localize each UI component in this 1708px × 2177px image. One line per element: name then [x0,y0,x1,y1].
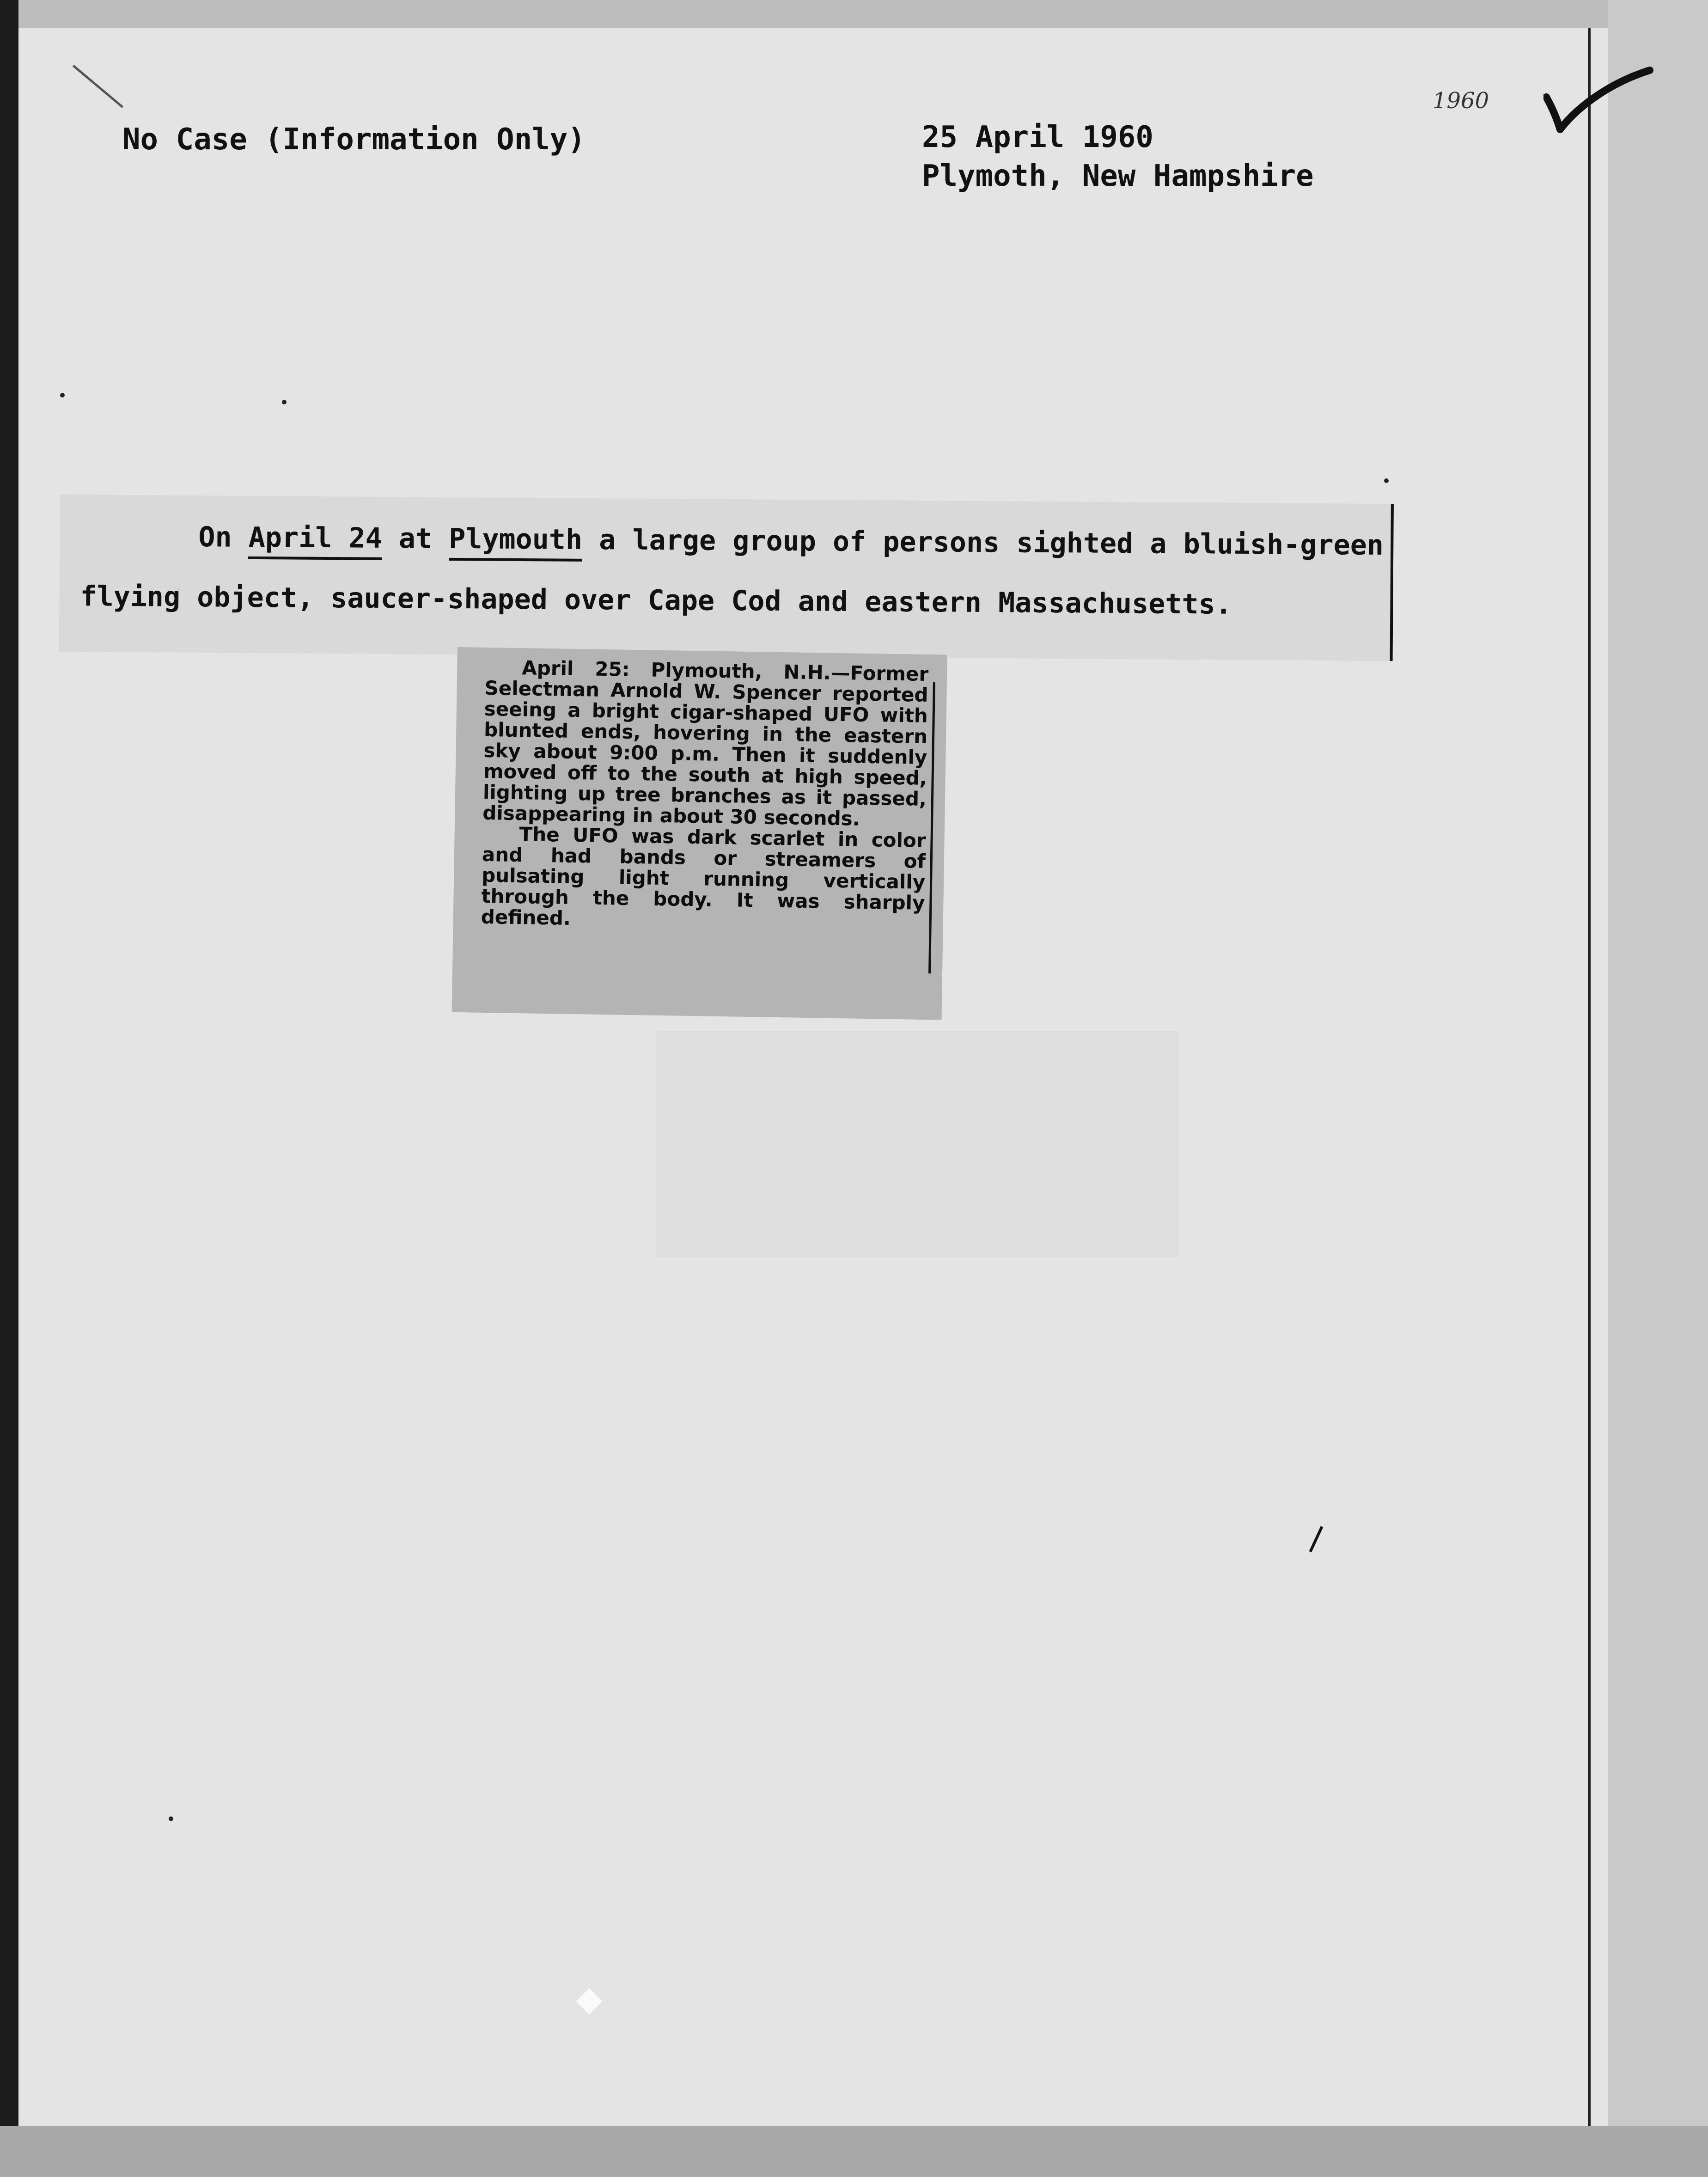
newspaper-clipping [452,647,947,1020]
clipping-paragraph-1: April 25: Plymouth, N.H.—Former Selectman Arnold W. Spencer reported seeing a bright cigar-shaped UFO with blunted ends, hovering in the eastern sky about 9:00 p.m. Then it suddenly moved off to the south at high speed, lighting up tree branches as it passed, disappearing in about 30 seconds. [482,656,929,830]
show-through-block [656,1031,1178,1257]
scan-margin-right [1608,0,1708,2177]
clipping-text [481,657,928,934]
report-line-1 [198,521,1384,567]
scan-speck [1384,478,1389,483]
header-date-location [922,118,1314,196]
typed-report-strip [59,495,1394,661]
report-prefix: On [198,521,249,554]
page-edge-line [1588,28,1591,2126]
report-place-underlined: Plymouth [449,523,583,562]
clipping-border [928,682,935,973]
scan-speck [169,1816,173,1821]
scan-edge-bottom [0,2126,1708,2177]
case-label: No Case (Information Only) [122,122,586,157]
checkmark-icon [1543,65,1654,139]
report-date-underlined: April 24 [248,521,382,560]
report-line-2: flying object, saucer-shaped over Cape Cod and eastern Massachusetts. [80,580,1232,621]
report-date: 25 April 1960 [922,120,1153,154]
report-location: Plymoth, New Hampshire [922,159,1314,193]
clipping-paragraph-2: The UFO was dark scarlet in color and had bands or streamers of pulsating light running vertically through the body. It was sharply defined. [481,823,926,930]
handwritten-year-note: 1960 [1433,88,1489,114]
scan-edge-left [0,0,18,2177]
scan-speck [60,393,65,397]
report-mid: at [382,522,449,555]
scan-speck [282,400,287,404]
report-suffix: a large group of persons sighted a bluish-green [582,523,1384,562]
